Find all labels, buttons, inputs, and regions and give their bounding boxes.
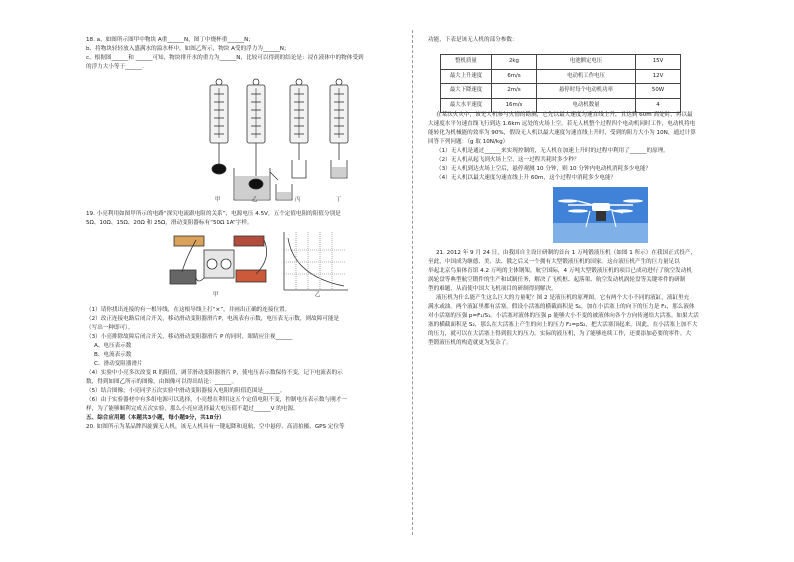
q21-line: 液压机为什么能产生这么巨大的力量呢？图 2 是液压机的原理图。它有两个大小不同的液缸，液缸里充: [436, 295, 690, 301]
q19-body-line: 样，为了能够顺利完成五次实验，那么小亮应选择最大电压值不超过______V 的电源。: [86, 406, 299, 412]
spring-balance-diagram: [86, 72, 396, 210]
table-row: [441, 84, 681, 99]
fig18-label: 甲: [215, 197, 221, 203]
fig19-label: 甲: [213, 292, 219, 298]
q18-line: c、根据图______和 ______可知，物块排开水的重力为______N，比较可以得到的结论是：浸在液体中的物体受到: [86, 55, 364, 61]
figure-18-spring-balances: [86, 72, 396, 210]
table-cell: 6m/s: [492, 69, 537, 84]
q20-body-line: 回答下列问题：（g 取 10N/kg）: [428, 139, 509, 145]
spec-table-wrap: [428, 45, 748, 111]
fig19-label: 乙: [315, 292, 321, 298]
q20-body-line: 在某次火灾中，该无人机参与火情的勘测，它先以最大速度匀速直线上升，且达到 60m 高处时，再以最: [436, 112, 693, 118]
q19-body-line: （3）小亮排除故障后闭合开关，移动滑动变阻器滑片 P 的同时，眼睛应注视______: [86, 334, 293, 340]
fig18-label: 丁: [336, 197, 342, 203]
fig18-label: 丙: [295, 197, 301, 203]
fig18-label: 乙: [252, 197, 258, 203]
column-divider: [412, 30, 413, 535]
q19-option: C、滑动变阻器滑片: [94, 361, 143, 367]
drone-photo: [428, 183, 748, 249]
question-19: [86, 210, 396, 228]
right-column: [428, 36, 748, 348]
q19-body-line: （4）实验中小亮多次改变 R 的阻值，调节滑动变阻器滑片 P，使电压表示数保持不变，记下电流表的示: [86, 370, 343, 376]
q21-line: 型锻液压机的构造就更为复杂了。: [428, 340, 512, 346]
q20-first-line: 20. 如图所示为某品牌四旋翼无人机，该无人机具有一键起降和返航、空中悬停、高清拍摄、GPS 定位等: [86, 424, 345, 430]
q19-body-line: （6）由于实验器材中有多组电源可以选择，小亮想在利用这五个定值电阻不变，控制电压表示数与刚才一: [86, 397, 347, 403]
q19-option: B、电流表示数: [94, 352, 132, 358]
q18-line: 的浮力大小等于______.: [86, 64, 144, 70]
q21-line: 对小活塞的压强 p=F₁/S₁。小活塞对液体的压强 p 能够大小不变的被液体向各个方向传递给大活塞。如果大活: [428, 313, 699, 319]
q21-line: 至此，中国成为继德、美、法、俄之后又一个拥有大型锻液压机的国家。这台液压机产生的巨力量足以: [428, 259, 680, 265]
table-cell: 16m/s: [492, 98, 537, 113]
balance-ding: [330, 79, 348, 178]
table-row: [441, 55, 681, 70]
table-cell: 最大上升速度: [441, 69, 492, 84]
q20-subquestion: （2）无人机从起飞到火场上空，这一过程共耗时多少秒？: [436, 157, 580, 163]
table-cell: 电池额定电压: [537, 55, 636, 70]
question-19-body: [86, 306, 396, 414]
q19-body-line: （2）改正连接电路后闭合开关，移动滑动变阻器滑片P，电流表有示数，电压表无示数，则故障可能是: [86, 316, 340, 322]
question-18: [86, 36, 396, 72]
q19-line: 19. 小亮利用如图甲所示的电路“探究电流跟电阻的关系”，电源电压 4.5V，五个定值电阻的阻值分别是: [86, 211, 341, 217]
question-21: [428, 249, 748, 348]
table-cell: 4: [636, 98, 681, 113]
balance-yi: [234, 79, 292, 200]
q19-body-line: （写出一种即可）。: [86, 325, 134, 331]
q21-line: 涡轮盘等典型航空锻件的生产和试制任务，解决了飞机框、起落架、航空发动机涡轮盘等关键零件的研制: [428, 277, 686, 283]
q18-line: 18. a、如图所示图甲中物块 A重______N，图丁中烧杯重______N；: [86, 37, 254, 43]
q19-option: A、电压表示数: [94, 343, 132, 349]
drone-illustration: [428, 183, 748, 249]
q21-line: 满水或油。两个液缸里都有活塞。假设小活塞的横截面积是 S₁，加在小活塞上的向下的压力是 F₁，那么液体: [428, 304, 695, 310]
table-row: [441, 69, 681, 84]
q20-subquestion: （4）无人机以最大速度匀速直线上升 60m，这个过程中消耗多少电能？: [436, 175, 617, 181]
q19-body-line: （5）结合图像，小亮同学五次实验中滑动变阻器接入电阻的阻值范围是______。: [86, 388, 286, 394]
q21-line: 的压力，就可以在大活塞上得到很大的压力。实际的液压机，为了能够连续工作，还要添加必要的零件。大: [428, 331, 691, 337]
q21-line: 21. 2012 年 9 月 24 日，由我国自主设计研制的首台 1 万吨锻液压机（如图 1 所示）在我国正式投产，: [436, 250, 697, 256]
table-cell: 最大水平速度: [441, 98, 492, 113]
q20-body-line: 能转化为机械能的效率为 90%，假设无人机以最大速度匀速直线上升时，受到的阻力大小为 10N，通过计算: [428, 130, 696, 136]
q21-line: 举起北京鸟巢体育馆 4.2 万吨的主体钢架，航空国际，4 万吨大型锻液压机的项目已成功进行了航空发动机: [428, 268, 692, 274]
table-cell: 2m/s: [492, 84, 537, 99]
balance-bing: [290, 79, 308, 178]
circuit-diagram: [86, 228, 396, 300]
q19-line: 5Ω、10Ω、15Ω、20Ω 和 25Ω，滑动变阻器标有“50Ω 1A”字样。: [86, 220, 253, 226]
table-cell: 最大下降速度: [441, 84, 492, 99]
table-cell: 15V: [636, 55, 681, 70]
table-cell: 电动机工作电压: [537, 69, 636, 84]
table-cell: 2kg: [492, 55, 537, 70]
q19-body-line: 数，得到如图乙所示的图像，由图像可以得出结论：______。: [86, 379, 238, 385]
balance-jia: [210, 79, 228, 174]
question-20-body: [428, 111, 748, 183]
table-cell: 50W: [636, 84, 681, 99]
table-cell: 整机质量: [441, 55, 492, 70]
figure-19-circuit-graph: [86, 228, 396, 300]
table-row: [441, 98, 681, 113]
current-resistance-graph: [284, 232, 348, 290]
table-cell: 12V: [636, 69, 681, 84]
q20-intro: 功能，下表是该无人机的部分参数：: [428, 37, 518, 43]
q21-line: 型的难题，从而使中国大飞机项目的研制得到解决。: [428, 286, 557, 292]
q20-subquestion: （3）无人机到达火场上空后，悬停观测 10 分钟，则 10 分钟内电动机消耗多少电能？: [436, 166, 652, 172]
section-5-title: 五、综合应用题（本题共3小题，每小题9分，共18分）: [86, 415, 225, 421]
q19-body-line: （1）请你找出连接的有一根导线，在这根导线上打“×”，并画出正确的连接位置。: [86, 307, 291, 313]
q20-body-line: 大速度水平匀速直线飞行到达 1.6km 远处的火场上空。若无人机整个过程四个电动机同时工作，电动机将电: [428, 121, 696, 127]
drone-spec-table: [440, 54, 681, 113]
q21-line: 塞的横截面积是 S₂，那么在大活塞上产生的向上的压力 F₂=pS₂，把大活塞顶起来。因此，在小活塞上加不大: [428, 322, 698, 328]
table-cell: 悬停时每个电动机功率: [537, 84, 636, 99]
q20-subquestion: （1）无人机是通过______来实现控制的，无人机在加速上升时的过程中利用了______的原理。: [436, 148, 669, 154]
table-cell: 电动机数量: [537, 98, 636, 113]
left-column: [86, 36, 396, 432]
q18-line: b、将物块轻轻放入盛满水的溢水杯中，如图乙所示，物块 A受的浮力为______N；: [86, 46, 290, 52]
